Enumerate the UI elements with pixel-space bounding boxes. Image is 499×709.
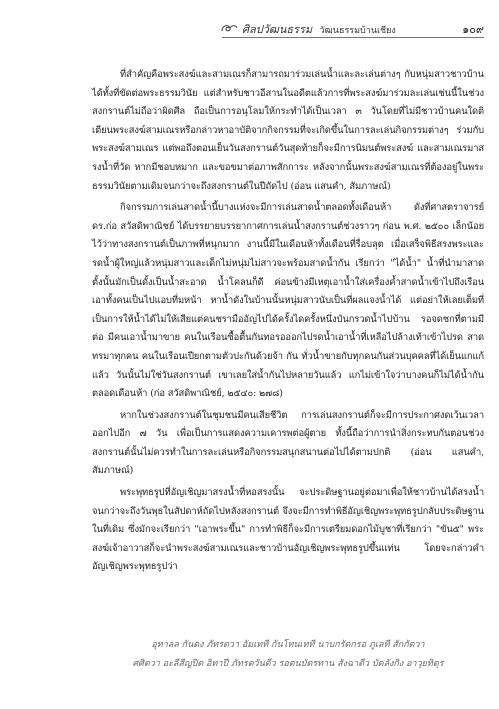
paragraph: หากในช่วงสงกรานต์ในชุมชนมีคนเสียชีวิต การเล่นสงกรานต์ก็จะมีการประกาศงดเว้นเวลาออกไปอีก ๗ วัน เพื่อเป็นการแสดงความเคารพต่อผู้ตาย ทั้งนี้ถือว่าการนำสิ่งกระทบกันตอนช่วงสงกรานต์นั้นไม่ควรทำในการละเล่นหรือกิจกรรมสนุกสนานต่อไปได้ตามปกติ (อ่อน แสนคำ, สัมภาษณ์) <box>92 409 484 477</box>
authors-block <box>92 636 484 674</box>
page-number: ๑๐๙ <box>462 23 484 36</box>
authors-line: อุทาลล กันตง ภัทรดวา อัมเทที กันโทนเทที นาบกรัดกรอ ภูเลที สักกัตวา <box>151 640 425 650</box>
header-rule <box>222 37 484 38</box>
decorative-swirl-icon <box>220 22 238 34</box>
paragraph: ที่สำคัญคือพระสงฆ์และสามเณรก็สามารถมาร่วมเล่นน้ำและละเล่นต่างๆ กับหนุ่มสาวชาวบ้านได้ทั้งที่ขัดต่อพระธรรมวินัย แต่สำหรับชาวอีสานในอดีตแล้วการที่พระสงฆ์มาร่วมละเล่นเช่นนี้ในช่วงสงกรานต์ไม่ถือว่าผิดศีล ถือเป็นการอนุโลมให้กระทำได้เป็นเวลา ๓ วันโดยที่ไม่มีชาวบ้านคนใดติเตียนพระสงฆ์สามเณรหรือกล่าวหาอาบัติจากกิจกรรมที่จะเกิดขึ้นในการละเล่นกิจกรรมต่างๆ ร่วมกับพระสงฆ์สามเณร แต่พอถึงตอนเย็นวันสงกรานต์วันสุดท้ายก็จะมีการนิมนต์พระสงฆ์ และสามเณรมาสรงน้ำที่วัด หากมีชอบหมาก และขอขมาต่อภาพสักการะ หลังจากนั้นพระสงฆ์สามเณรที่ต้องอยู่ในพระธรรมวินัยตามเดิมจนกว่าจะถึงสงกรานต์ในปีถัดไป (อ่อน แสนคำ, สัมภาษณ์) <box>92 69 484 192</box>
body-text <box>92 66 484 580</box>
authors-line: ศศิตวา อะลีสีญปิต อิทาปี ภัทรดวันดีว รอตนบัตรทาน สังฉาดีว บัตลังกิง อาวุยทิตุร <box>132 659 444 669</box>
journal-subtitle: วัฒนธรรมบ้านเชียง <box>319 26 396 36</box>
journal-title: ศิลปวัฒนธรรม <box>242 23 313 36</box>
paragraph: กิจกรรมการเล่นสาดน้ำนี้บางแห่งจะมีการเล่นสาดน้ำตลอดทั้งเดือนห้า ดังที่ศาสตราจารย์ ดร.ก่อ สวัสดิพาณิชย์ ได้บรรยายบรรยากาศการเล่นน้ำสงกรานต์ช่วงราวๆ ก่อน พ.ศ. ๒๕๐๐ เล็กน้อยไว้ว่าทางสงกรานต์เป็นภาพที่หนุกมาก งานนี้มีในเดือนห้าทั้งเดือนที่รื่อบลุต เมื่อเสร็จพิธีสรงพระและรดน้ำผู้ใหญ่แล้วหนุ่มสาวและเด็กไม่หนุ่มไม่สาวจะพร้อมสาดน้ำกัน เรียกว่า "ได้น้ำ" น้ำที่นำมาสาดตั้งนั้นมักเป็นดั้งเป็นน้ำสะอาด น้ำโคลนก็ดี ค่อนข้างมีเหตุเอาน้ำใส่เครื่องค้ำสาดน้ำเข้าไปถึงเรือน เอาทั้งคนเป็นไปแอบที่มหน้า หาน้ำดังในบ้านนั้นหนุ่มสาวนับเป็นที่ผลแจงน้ำได้ แต่อย่าให้เลยเต็มที่เป็นการให้น้ำได้ไม่ให้เสียแต่คนชรามืออัญไปได้ครั้งไดครั้งหนึ่งบันกรวดน้ำไปบ้าน รอจดชกที่ตามมีต่อ มีคนเอาน้ำมาขาย คนในเรือนซื้อตื้นกันทอรอออกไปรดน้ำเอาน้ำที่เหลือไปล้างเท้าเข้าไปรด สาดทรมาทุกคน คนในเรือนเปียกตามตัวปะกันด้วยจ้า กัน ทั่วน้ำขายกับทุกคนกันส่วนบุคคลที่ได้เย็นแกแก้แล้ว วันนั้นไม่ใช่วันสงกรานต์ เขาเลยใส่น้ำกันไปหลายวันแล้ว แกไม่เข้าใจว่าบางคนก็ไม่ได้น้ำกันตลอดเดือนห้า (ก่อ สวัสดิพาณิชย์, ๒๕๔๐: ๒๗๘) <box>92 202 484 400</box>
journal-logo <box>222 20 396 38</box>
paragraph: พระพุทธรูปที่อัญเชิญมาสรงน้ำที่หอสรงนั้น จะประดิษฐานอยู่ต่อมาเพื่อให้ชาวบ้านได้สรงน้ำจนกว่าจะถึงวันพุธในสัปดาห์ถัดไปหลังสงกรานต์ จึงจะมีการทำพิธีอัญเชิญพระพุทธรูปกลับประดิษฐานในที่เดิม ซึ่งมักจะเรียกว่า "เอาพระขึ้น" การทำพิธีก็จะมีการเตรียมดอกไม้บูชาที่เรียกว่า "ขัน๕" พระสงฆ์เจ้าอาวาสก็จะนำพระสงฆ์สามเณรและชาวบ้านอัญเชิญพระพุทธรูปขึ้นแท่น โดยจะกล่าวคำอัญเชิญพระพุทธรูปว่า <box>92 487 484 573</box>
